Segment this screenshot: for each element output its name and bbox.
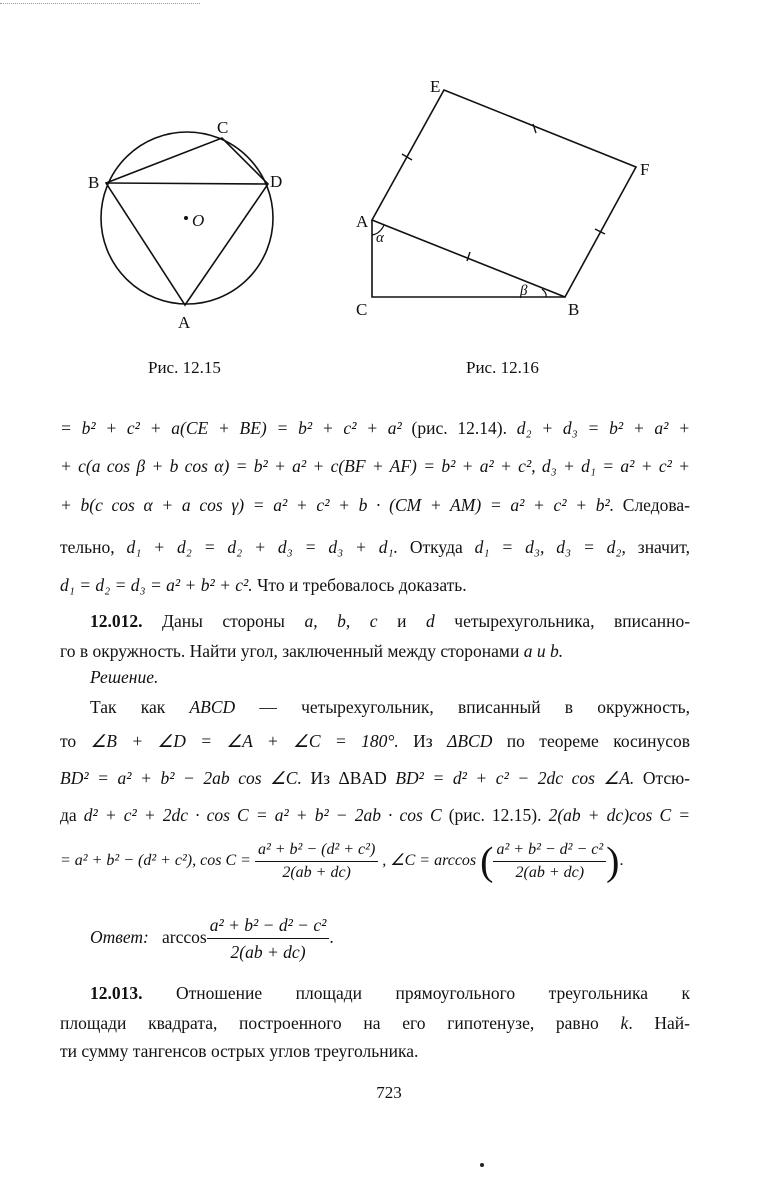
figure-12-15 (80, 110, 310, 335)
problem-12-012-line-2: го в окружность. Найти угол, заключенный между сторонами a и b. (60, 641, 564, 661)
answer-label: Ответ: (90, 927, 149, 947)
solution-line-2: то ∠B + ∠D = ∠A + ∠C = 180°. Из ΔBCD по теореме косинусов (60, 731, 691, 751)
quadrilateral-abcd (106, 138, 268, 305)
answer-fraction: $\frac{\text{a² + b² − d² − c²}}{2(ab + dc)}$ (207, 912, 330, 965)
scan-speck (480, 1163, 484, 1167)
caption-12-15: Рис. 12.15 (148, 358, 221, 377)
scan-top-edge (0, 3, 200, 4)
center-point (184, 216, 188, 220)
solution-heading: Решение. (90, 667, 159, 687)
label-b: B (88, 173, 100, 192)
text-line-5: d₁ = d₂ = d₃ = a² + b² + c². Что и требовалось доказать. (60, 575, 467, 595)
text-line-3: + b(c cos α + a cos γ) = a² + c² + b · (CM + AM) = a² + c² + b². Следова- (60, 495, 690, 515)
problem-12-012-line-1: 12.012. Даны стороны a, b, c и d четырехугольника, вписанно- (90, 611, 691, 631)
text-line-2: + c(a cos β + b cos α) = b² + a² + c(BF + AF) = b² + a² + c², d₃ + d₁ = a² + c² + (60, 456, 690, 476)
label-e: E (430, 77, 441, 96)
label-d: D (270, 172, 283, 191)
answer-line: Ответ: arccos $\frac{\text{a² + b² − d² − c²}}{2(ab + dc)}$ . (90, 912, 690, 965)
label-a: A (356, 212, 369, 231)
square-abfe (372, 90, 636, 297)
arccos-fraction: $\frac{\text{a² + b² − d² − c²}}{2(ab + dc)}$ (493, 839, 606, 884)
solution-line-4: да d² + c² + 2dc · cos C = a² + b² − 2ab · cos C (рис. 12.15). 2(ab + dc)cos C = (60, 805, 691, 825)
label-beta: β (520, 283, 528, 299)
label-c: C (356, 300, 368, 319)
cos-c-fraction: $\frac{\text{a² + b² − (d² + c²)}}{2(ab + dc)}$ (255, 839, 378, 884)
label-alpha: α (376, 230, 384, 246)
problem-number: 12.013. (90, 983, 143, 1003)
label-a: A (178, 313, 191, 332)
label-c: C (217, 118, 229, 137)
figure-12-16 (350, 75, 670, 325)
problem-12-013-line-1: 12.013. Отношение площади прямоугольного треугольника к (90, 983, 691, 1003)
text-line-4: тельно, d₁ + d₂ = d₂ + d₃ = d₃ + d₁. Откуда d₁ = d₃, d₃ = d₂, значит, (60, 537, 690, 557)
solution-line-5: = a² + b² − (d² + c²), cos C = $\frac{\text{a² + b² − (d² + c²)}}{2(ab + dc)}$ , ∠C = arccos ( $\frac{\text{a² + b² − d² − c²}}{2(ab + dc)}$ ). (60, 838, 624, 884)
page-number: 723 (376, 1083, 402, 1102)
problem-number: 12.012. (90, 611, 143, 631)
label-b: B (568, 300, 580, 319)
solution-line-3: BD² = a² + b² − 2ab cos ∠C. Из ΔBAD BD² = d² + c² − 2dc cos ∠A. Отсю- (60, 768, 691, 788)
caption-12-16: Рис. 12.16 (466, 358, 539, 377)
label-f: F (640, 160, 650, 179)
problem-12-013-line-3: ти сумму тангенсов острых углов треугольника. (60, 1041, 419, 1061)
solution-line-1: Так как ABCD — четырехугольник, вписанный в окружность, (90, 697, 690, 717)
diagonal-bd (106, 183, 268, 184)
tick-marks (402, 124, 605, 261)
problem-12-013-line-2: площади квадрата, построенного на его гипотенузе, равно k. Най- (60, 1013, 690, 1033)
label-o: O (192, 211, 205, 230)
angle-beta-arc (542, 289, 546, 297)
text-line-1: = b² + c² + a(CE + BE) = b² + c² + a² (рис. 12.14). d₂ + d₃ = b² + a² + (60, 418, 691, 438)
